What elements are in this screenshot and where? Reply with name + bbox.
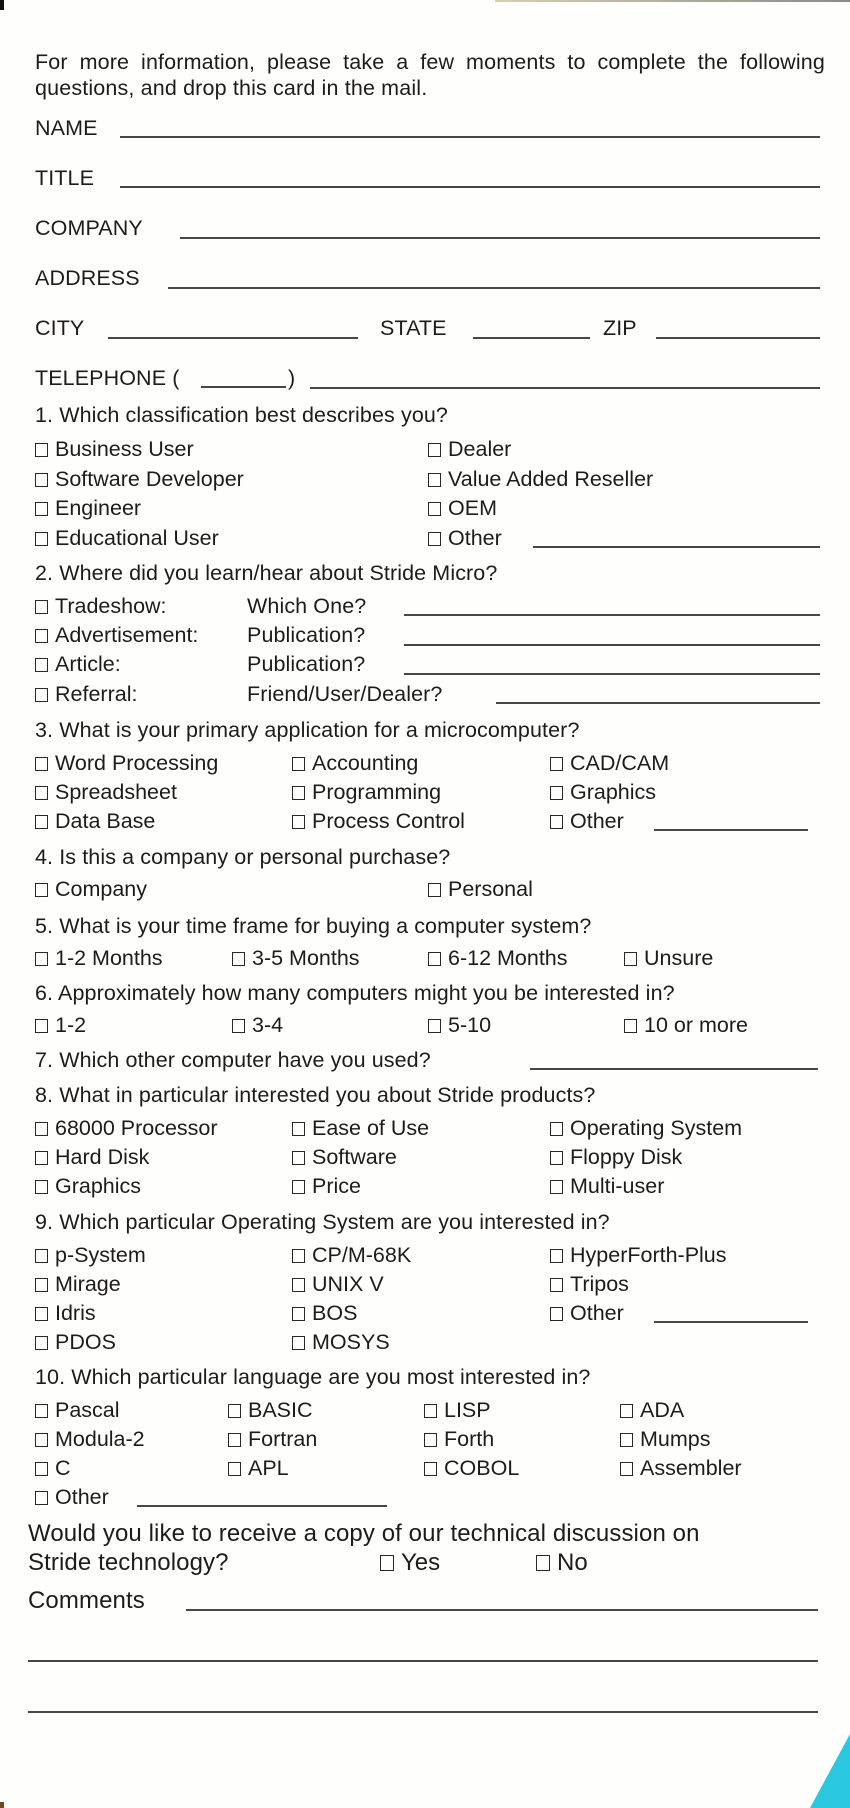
checkbox-icon[interactable] [292, 786, 305, 800]
card-top-edge [495, 0, 850, 2]
q3-option-other[interactable]: Other [550, 811, 624, 833]
q2-option-advertisement[interactable]: Advertisement: [35, 625, 198, 647]
q8-option-ease-of-use[interactable]: Ease of Use [292, 1118, 429, 1140]
checkbox-icon[interactable] [35, 600, 48, 614]
checkbox-icon[interactable] [228, 1433, 241, 1447]
q10-option-apl[interactable]: APL [228, 1458, 289, 1480]
checkbox-icon[interactable] [550, 815, 563, 829]
checkbox-icon[interactable] [35, 443, 48, 457]
q10-option-c[interactable]: C [35, 1458, 71, 1480]
checkbox-icon[interactable] [424, 1433, 437, 1447]
q1-other-field[interactable] [533, 546, 820, 548]
q9-option-mosys[interactable]: MOSYS [292, 1332, 390, 1354]
q2-advertisement-prompt: Publication? [247, 623, 366, 647]
q4-option-personal[interactable]: Personal [428, 879, 533, 901]
q1-option-engineer[interactable]: Engineer [35, 498, 141, 520]
technical-discussion-question-line2: Stride technology? [28, 1549, 229, 1576]
checkbox-icon[interactable] [35, 532, 48, 546]
q3-option-spreadsheet[interactable]: Spreadsheet [35, 782, 177, 804]
q8-option-multi-user[interactable]: Multi-user [550, 1176, 664, 1198]
q10-option-modula-2[interactable]: Modula-2 [35, 1429, 145, 1451]
q2-option-referral[interactable]: Referral: [35, 684, 137, 706]
q1-option-software-developer[interactable]: Software Developer [35, 469, 244, 491]
q6-option-5-10[interactable]: 5-10 [428, 1015, 491, 1037]
checkbox-icon[interactable] [35, 1122, 48, 1136]
state-label: STATE [380, 316, 447, 340]
checkbox-icon[interactable] [292, 1151, 305, 1165]
checkbox-icon[interactable] [35, 786, 48, 800]
q3-option-accounting[interactable]: Accounting [292, 753, 418, 775]
q2-question: 2. Where did you learn/hear about Stride Micro? [35, 561, 498, 585]
q9-option-tripos[interactable]: Tripos [550, 1274, 629, 1296]
checkbox-icon[interactable] [232, 1019, 245, 1033]
q5-option-unsure[interactable]: Unsure [624, 948, 713, 970]
q10-option-other[interactable]: Other [35, 1487, 109, 1509]
q9-option-p-system[interactable]: p-System [35, 1245, 146, 1267]
zip-label: ZIP [603, 316, 637, 340]
q10-option-ada[interactable]: ADA [620, 1400, 684, 1422]
checkbox-icon[interactable] [380, 1555, 394, 1571]
checkbox-icon[interactable] [620, 1462, 633, 1476]
q9-other-field[interactable] [654, 1321, 808, 1323]
q4-option-company[interactable]: Company [35, 879, 147, 901]
q2-article-prompt: Publication? [247, 652, 366, 676]
q8-option-hard-disk[interactable]: Hard Disk [35, 1147, 149, 1169]
state-field[interactable] [473, 337, 590, 339]
checkbox-icon[interactable] [35, 658, 48, 672]
checkbox-icon[interactable] [35, 952, 48, 966]
checkbox-icon[interactable] [228, 1404, 241, 1418]
q2-tradeshow-prompt: Which One? [247, 594, 367, 618]
telephone-field[interactable] [310, 387, 820, 389]
checkbox-icon[interactable] [35, 883, 48, 897]
checkbox-icon[interactable] [624, 952, 637, 966]
q8-option-price[interactable]: Price [292, 1176, 361, 1198]
q8-option-operating-system[interactable]: Operating System [550, 1118, 742, 1140]
q8-option-68000-processor[interactable]: 68000 Processor [35, 1118, 218, 1140]
q10-option-assembler[interactable]: Assembler [620, 1458, 742, 1480]
address-field[interactable] [168, 287, 820, 289]
q1-option-business-user[interactable]: Business User [35, 439, 194, 461]
q9-option-idris[interactable]: Idris [35, 1303, 96, 1325]
q7-answer-field[interactable] [530, 1068, 818, 1070]
checkbox-icon[interactable] [35, 1019, 48, 1033]
comments-label: Comments [28, 1587, 145, 1614]
q2-option-article[interactable]: Article: [35, 654, 121, 676]
q9-option-pdos[interactable]: PDOS [35, 1332, 116, 1354]
area-code-field[interactable] [201, 386, 286, 388]
q8-option-floppy-disk[interactable]: Floppy Disk [550, 1147, 682, 1169]
checkbox-icon[interactable] [35, 1180, 48, 1194]
checkbox-icon[interactable] [428, 443, 441, 457]
checkbox-icon[interactable] [292, 1122, 305, 1136]
comments-field-line3[interactable] [28, 1711, 818, 1713]
checkbox-icon[interactable] [35, 1336, 48, 1350]
checkbox-icon[interactable] [550, 1151, 563, 1165]
checkbox-icon[interactable] [35, 1404, 48, 1418]
checkbox-icon[interactable] [428, 1019, 441, 1033]
q10-other-field[interactable] [137, 1505, 387, 1507]
checkbox-icon[interactable] [35, 1278, 48, 1292]
card-edge-mark-bottom [0, 1802, 4, 1808]
intro-text: For more information, please take a few moments to complete the following questions, and drop this card in the mail. [35, 50, 825, 100]
checkbox-icon[interactable] [424, 1462, 437, 1476]
q8-option-graphics[interactable]: Graphics [35, 1176, 141, 1198]
comments-field-line1[interactable] [186, 1609, 818, 1611]
q10-option-fortran[interactable]: Fortran [228, 1429, 317, 1451]
technical-discussion-question-line1: Would you like to receive a copy of our technical discussion on [28, 1520, 700, 1547]
card-edge-mark [0, 0, 4, 10]
checkbox-icon[interactable] [292, 1336, 305, 1350]
q6-option-1-2[interactable]: 1-2 [35, 1015, 86, 1037]
checkbox-icon[interactable] [550, 757, 563, 771]
q1-option-value-added-reseller[interactable]: Value Added Reseller [428, 469, 653, 491]
checkbox-icon[interactable] [292, 757, 305, 771]
checkbox-icon[interactable] [292, 1249, 305, 1263]
title-label: TITLE [35, 166, 95, 190]
q8-option-software[interactable]: Software [292, 1147, 397, 1169]
q5-option-6-12-months[interactable]: 6-12 Months [428, 948, 568, 970]
checkbox-icon[interactable] [35, 1151, 48, 1165]
checkbox-icon[interactable] [35, 757, 48, 771]
q10-option-mumps[interactable]: Mumps [620, 1429, 710, 1451]
q1-option-dealer[interactable]: Dealer [428, 439, 511, 461]
q7-question: 7. Which other computer have you used? [35, 1048, 431, 1072]
checkbox-icon[interactable] [292, 1307, 305, 1321]
zip-field[interactable] [656, 337, 820, 339]
checkbox-icon[interactable] [35, 688, 48, 702]
checkbox-icon[interactable] [292, 815, 305, 829]
cyan-corner-decoration [810, 1734, 850, 1808]
q9-question: 9. Which particular Operating System are you interested in? [35, 1210, 610, 1234]
q3-option-graphics[interactable]: Graphics [550, 782, 656, 804]
checkbox-icon[interactable] [35, 502, 48, 516]
checkbox-icon[interactable] [35, 1491, 48, 1505]
checkbox-icon[interactable] [292, 1180, 305, 1194]
checkbox-icon[interactable] [550, 1180, 563, 1194]
company-field[interactable] [180, 237, 820, 239]
q6-question: 6. Approximately how many computers might you be interested in? [35, 981, 675, 1005]
q9-option-cpm-68k[interactable]: CP/M-68K [292, 1245, 411, 1267]
q5-option-1-2-months[interactable]: 1-2 Months [35, 948, 163, 970]
q9-option-hyperforth-plus[interactable]: HyperForth-Plus [550, 1245, 727, 1267]
q10-question: 10. Which particular language are you most interested in? [35, 1365, 591, 1389]
q6-option-10-or-more[interactable]: 10 or more [624, 1015, 748, 1037]
q10-option-lisp[interactable]: LISP [424, 1400, 491, 1422]
checkbox-icon[interactable] [428, 532, 441, 546]
q9-option-other[interactable]: Other [550, 1303, 624, 1325]
q10-option-basic[interactable]: BASIC [228, 1400, 313, 1422]
checkbox-icon[interactable] [232, 952, 245, 966]
q2-referral-prompt: Friend/User/Dealer? [247, 682, 443, 706]
q3-other-field[interactable] [654, 829, 808, 831]
name-field[interactable] [120, 136, 820, 138]
checkbox-icon[interactable] [35, 473, 48, 487]
checkbox-icon[interactable] [228, 1462, 241, 1476]
checkbox-icon[interactable] [620, 1433, 633, 1447]
q3-option-data-base[interactable]: Data Base [35, 811, 155, 833]
city-label: CITY [35, 316, 85, 340]
checkbox-icon[interactable] [35, 1249, 48, 1263]
address-label: ADDRESS [35, 266, 140, 290]
q1-option-oem[interactable]: OEM [428, 498, 497, 520]
checkbox-icon[interactable] [550, 1307, 563, 1321]
q2-article-field[interactable] [404, 673, 820, 675]
q10-option-cobol[interactable]: COBOL [424, 1458, 519, 1480]
checkbox-icon[interactable] [536, 1555, 550, 1571]
title-field[interactable] [120, 186, 820, 188]
q9-option-bos[interactable]: BOS [292, 1303, 357, 1325]
checkbox-icon[interactable] [428, 883, 441, 897]
q3-option-process-control[interactable]: Process Control [292, 811, 465, 833]
checkbox-icon[interactable] [428, 502, 441, 516]
q2-referral-field[interactable] [496, 702, 820, 704]
checkbox-icon[interactable] [550, 1249, 563, 1263]
checkbox-icon[interactable] [550, 1278, 563, 1292]
checkbox-icon[interactable] [624, 1019, 637, 1033]
telephone-paren-close: ) [288, 366, 296, 390]
q9-option-unix-v[interactable]: UNIX V [292, 1274, 384, 1296]
q3-option-word-processing[interactable]: Word Processing [35, 753, 218, 775]
checkbox-icon[interactable] [35, 1307, 48, 1321]
q2-tradeshow-field[interactable] [404, 614, 820, 616]
q2-advertisement-field[interactable] [404, 644, 820, 646]
checkbox-icon[interactable] [550, 1122, 563, 1136]
q1-option-other[interactable]: Other [428, 528, 502, 550]
q8-question: 8. What in particular interested you about Stride products? [35, 1083, 596, 1107]
q3-option-cad-cam[interactable]: CAD/CAM [550, 753, 669, 775]
checkbox-icon[interactable] [35, 815, 48, 829]
checkbox-icon[interactable] [35, 1462, 48, 1476]
technical-no-option[interactable]: No [536, 1551, 588, 1575]
q3-question: 3. What is your primary application for a microcomputer? [35, 718, 580, 742]
q5-question: 5. What is your time frame for buying a computer system? [35, 914, 592, 938]
q3-option-programming[interactable]: Programming [292, 782, 441, 804]
checkbox-icon[interactable] [428, 473, 441, 487]
company-label: COMPANY [35, 216, 143, 240]
name-label: NAME [35, 116, 98, 140]
q9-option-mirage[interactable]: Mirage [35, 1274, 121, 1296]
checkbox-icon[interactable] [424, 1404, 437, 1418]
telephone-label: TELEPHONE ( [35, 366, 180, 390]
q5-option-3-5-months[interactable]: 3-5 Months [232, 948, 360, 970]
checkbox-icon[interactable] [620, 1404, 633, 1418]
checkbox-icon[interactable] [428, 952, 441, 966]
q10-option-pascal[interactable]: Pascal [35, 1400, 120, 1422]
checkbox-icon[interactable] [35, 1433, 48, 1447]
q1-option-educational-user[interactable]: Educational User [35, 528, 219, 550]
q10-option-forth[interactable]: Forth [424, 1429, 494, 1451]
technical-yes-option[interactable]: Yes [380, 1551, 440, 1575]
q2-option-tradeshow[interactable]: Tradeshow: [35, 596, 167, 618]
comments-field-line2[interactable] [28, 1660, 818, 1662]
q4-question: 4. Is this a company or personal purchase? [35, 845, 451, 869]
checkbox-icon[interactable] [550, 786, 563, 800]
q6-option-3-4[interactable]: 3-4 [232, 1015, 283, 1037]
city-field[interactable] [108, 337, 358, 339]
checkbox-icon[interactable] [292, 1278, 305, 1292]
checkbox-icon[interactable] [35, 629, 48, 643]
q1-question: 1. Which classification best describes you? [35, 403, 448, 427]
